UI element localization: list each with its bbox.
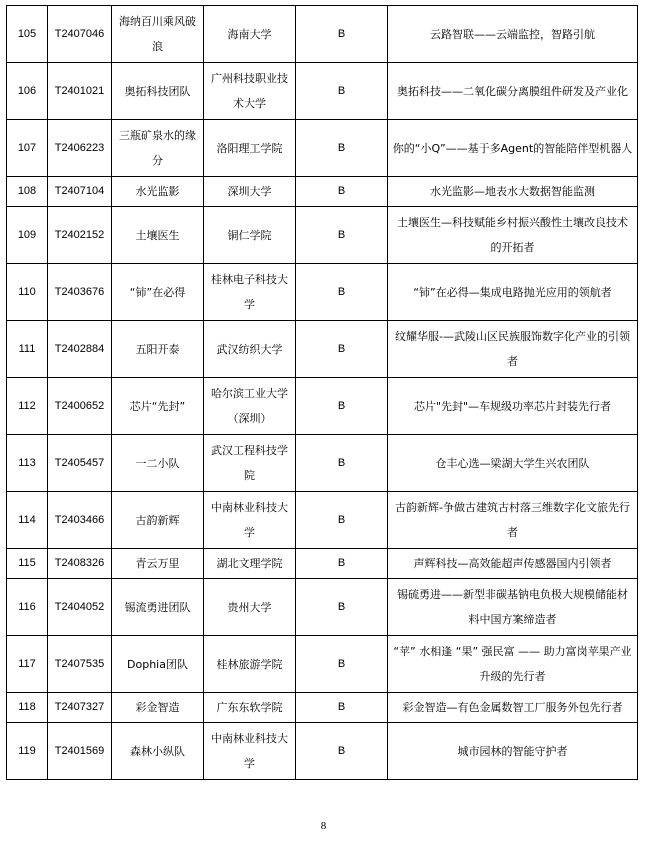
school-name-cell: 中南林业科技大学 xyxy=(204,723,296,780)
project-name-cell: 城市园林的智能守护者 xyxy=(388,723,638,780)
grade-cell: B xyxy=(296,6,388,63)
team-name-cell: 森林小纵队 xyxy=(112,723,204,780)
school-name-cell: 贵州大学 xyxy=(204,579,296,636)
row-number-cell: 115 xyxy=(7,549,48,579)
table-row xyxy=(7,378,638,435)
table-body xyxy=(7,6,638,780)
project-code-cell: T2400652 xyxy=(48,378,112,435)
project-name-cell: 仓丰心选—梁湖大学生兴农团队 xyxy=(388,435,638,492)
row-number-cell: 113 xyxy=(7,435,48,492)
grade-cell: B xyxy=(296,693,388,723)
school-name-cell: 中南林业科技大学 xyxy=(204,492,296,549)
project-name-cell: 云路智联——云端监控，智路引航 xyxy=(388,6,638,63)
grade-cell: B xyxy=(296,63,388,120)
project-name-cell: 古韵新辉-争做古建筑古村落三维数字化文旅先行者 xyxy=(388,492,638,549)
project-code-cell: T2403466 xyxy=(48,492,112,549)
school-name-cell: 洛阳理工学院 xyxy=(204,120,296,177)
project-code-cell: T2405457 xyxy=(48,435,112,492)
grade-cell: B xyxy=(296,177,388,207)
table-row xyxy=(7,207,638,264)
grade-cell: B xyxy=(296,723,388,780)
team-name-cell: 三瓶矿泉水的缘分 xyxy=(112,120,204,177)
school-name-cell: 湖北文理学院 xyxy=(204,549,296,579)
row-number-cell: 106 xyxy=(7,63,48,120)
grade-cell: B xyxy=(296,120,388,177)
school-name-cell: 铜仁学院 xyxy=(204,207,296,264)
team-name-cell: 锡流勇进团队 xyxy=(112,579,204,636)
project-name-cell: 水光监影—地表水大数据智能监测 xyxy=(388,177,638,207)
row-number-cell: 119 xyxy=(7,723,48,780)
team-name-cell: 土壤医生 xyxy=(112,207,204,264)
team-name-cell: 青云万里 xyxy=(112,549,204,579)
row-number-cell: 116 xyxy=(7,579,48,636)
table-row xyxy=(7,636,638,693)
project-name-cell: 奥拓科技——二氧化碳分离膜组件研发及产业化 xyxy=(388,63,638,120)
project-code-cell: T2407104 xyxy=(48,177,112,207)
project-name-cell: “苹” 水相逢 “果” 强民富 —— 助力富岗苹果产业升级的先行者 xyxy=(388,636,638,693)
project-name-cell: “铈”在必得—集成电路抛光应用的领航者 xyxy=(388,264,638,321)
team-name-cell: 彩金智造 xyxy=(112,693,204,723)
row-number-cell: 108 xyxy=(7,177,48,207)
row-number-cell: 114 xyxy=(7,492,48,549)
project-code-cell: T2401569 xyxy=(48,723,112,780)
project-name-cell: 纹耀华服-—武陵山区民族服饰数字化产业的引领者 xyxy=(388,321,638,378)
school-name-cell: 武汉工程科技学院 xyxy=(204,435,296,492)
project-code-cell: T2404052 xyxy=(48,579,112,636)
team-name-cell: 一二小队 xyxy=(112,435,204,492)
school-name-cell: 桂林电子科技大学 xyxy=(204,264,296,321)
row-number-cell: 109 xyxy=(7,207,48,264)
grade-cell: B xyxy=(296,264,388,321)
awards-table xyxy=(6,5,638,780)
project-code-cell: T2408326 xyxy=(48,549,112,579)
project-code-cell: T2402884 xyxy=(48,321,112,378)
project-name-cell: 锡硫勇进——新型非碳基钠电负极大规模储能材料中国方案缔造者 xyxy=(388,579,638,636)
table-row xyxy=(7,264,638,321)
project-code-cell: T2401021 xyxy=(48,63,112,120)
team-name-cell: “铈”在必得 xyxy=(112,264,204,321)
project-code-cell: T2407327 xyxy=(48,693,112,723)
grade-cell: B xyxy=(296,636,388,693)
project-name-cell: 声辉科技—高效能超声传感器国内引领者 xyxy=(388,549,638,579)
team-name-cell: 古韵新辉 xyxy=(112,492,204,549)
team-name-cell: 水光监影 xyxy=(112,177,204,207)
school-name-cell: 哈尔滨工业大学（深圳） xyxy=(204,378,296,435)
row-number-cell: 117 xyxy=(7,636,48,693)
school-name-cell: 武汉纺织大学 xyxy=(204,321,296,378)
project-code-cell: T2407535 xyxy=(48,636,112,693)
team-name-cell: 海纳百川乘风破浪 xyxy=(112,6,204,63)
project-name-cell: 芯片"先封"—车规级功率芯片封装先行者 xyxy=(388,378,638,435)
school-name-cell: 广州科技职业技术大学 xyxy=(204,63,296,120)
row-number-cell: 111 xyxy=(7,321,48,378)
grade-cell: B xyxy=(296,549,388,579)
table-row xyxy=(7,321,638,378)
grade-cell: B xyxy=(296,207,388,264)
team-name-cell: Dophia团队 xyxy=(112,636,204,693)
row-number-cell: 110 xyxy=(7,264,48,321)
grade-cell: B xyxy=(296,321,388,378)
project-code-cell: T2403676 xyxy=(48,264,112,321)
table-row xyxy=(7,492,638,549)
team-name-cell: 奥拓科技团队 xyxy=(112,63,204,120)
grade-cell: B xyxy=(296,435,388,492)
project-name-cell: 你的“小Q”——基于多Agent的智能陪伴型机器人 xyxy=(388,120,638,177)
row-number-cell: 112 xyxy=(7,378,48,435)
table-row xyxy=(7,63,638,120)
table-row xyxy=(7,120,638,177)
school-name-cell: 深圳大学 xyxy=(204,177,296,207)
project-name-cell: 彩金智造—有色金属数智工厂服务外包先行者 xyxy=(388,693,638,723)
team-name-cell: 芯片“先封” xyxy=(112,378,204,435)
row-number-cell: 118 xyxy=(7,693,48,723)
school-name-cell: 桂林旅游学院 xyxy=(204,636,296,693)
grade-cell: B xyxy=(296,492,388,549)
grade-cell: B xyxy=(296,378,388,435)
table-row xyxy=(7,177,638,207)
table-row xyxy=(7,435,638,492)
project-code-cell: T2402152 xyxy=(48,207,112,264)
project-name-cell: 土壤医生—科技赋能乡村振兴酸性土壤改良技术的开拓者 xyxy=(388,207,638,264)
table-row xyxy=(7,6,638,63)
school-name-cell: 广东东软学院 xyxy=(204,693,296,723)
table-row xyxy=(7,693,638,723)
table-row xyxy=(7,579,638,636)
project-code-cell: T2406223 xyxy=(48,120,112,177)
project-code-cell: T2407046 xyxy=(48,6,112,63)
table-row xyxy=(7,549,638,579)
row-number-cell: 107 xyxy=(7,120,48,177)
page-number: 8 xyxy=(320,820,327,832)
team-name-cell: 五阳开泰 xyxy=(112,321,204,378)
table-row xyxy=(7,723,638,780)
grade-cell: B xyxy=(296,579,388,636)
row-number-cell: 105 xyxy=(7,6,48,63)
school-name-cell: 海南大学 xyxy=(204,6,296,63)
